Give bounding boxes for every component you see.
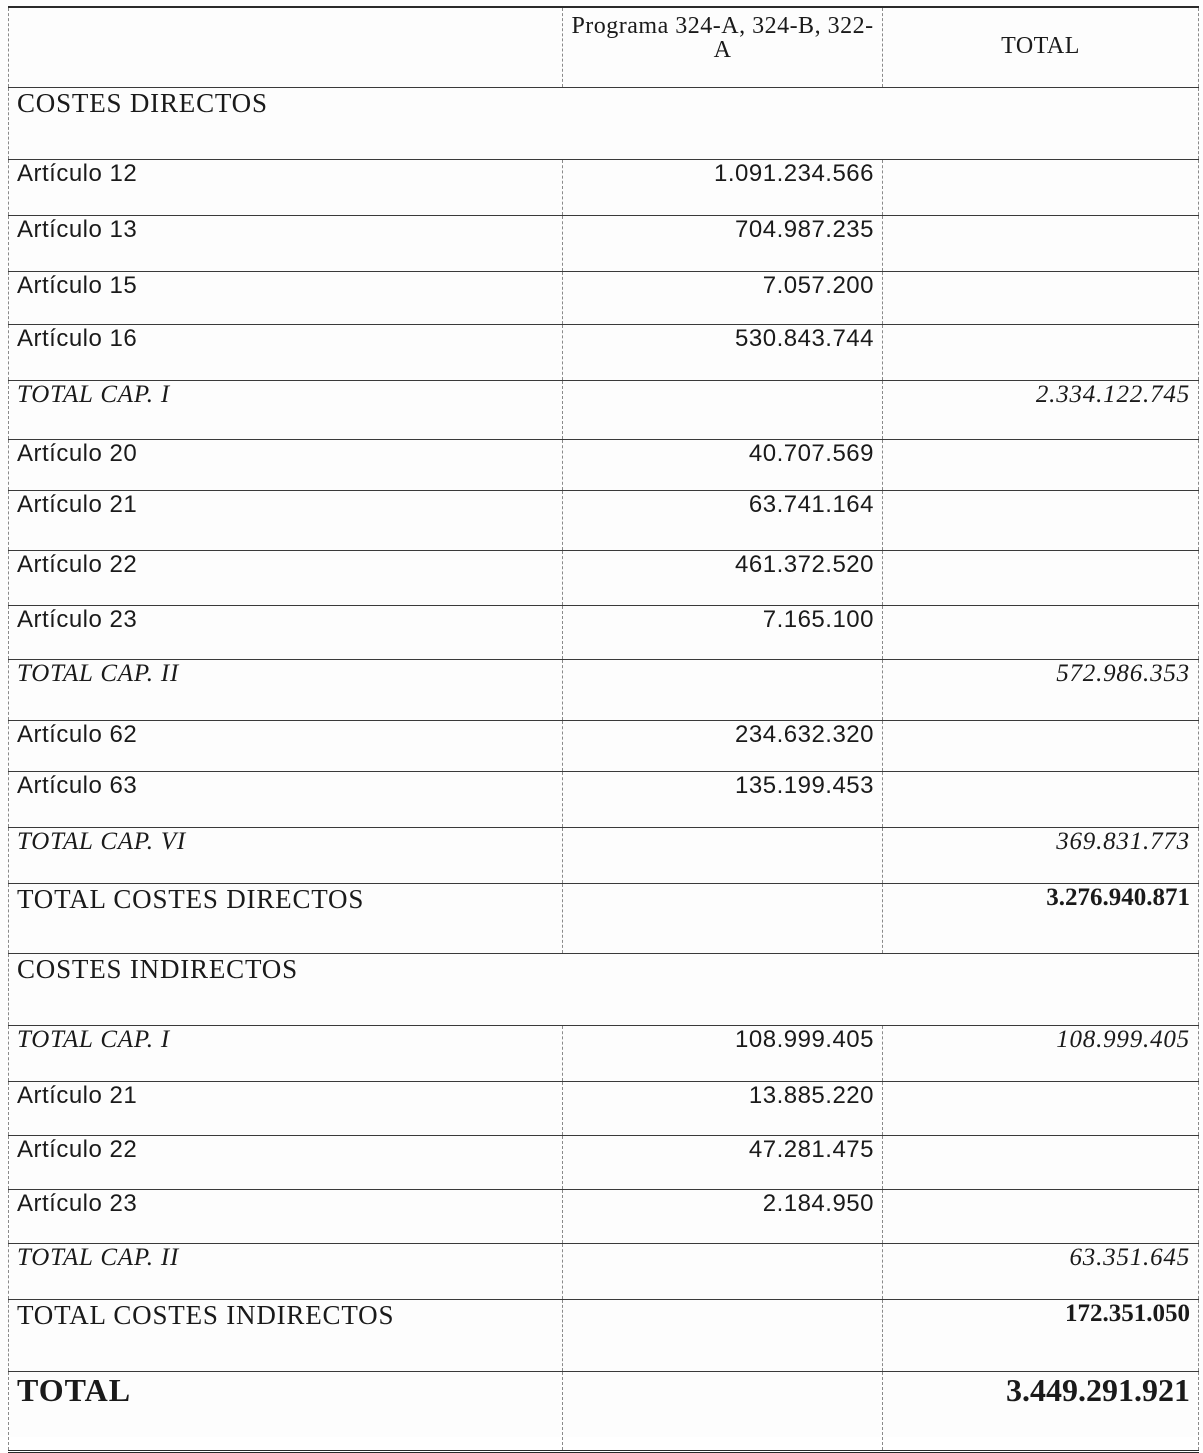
subtotal-label: TOTAL CAP. II — [9, 1243, 563, 1299]
row-program-value: 63.741.164 — [563, 490, 883, 550]
row-total-value — [883, 1081, 1199, 1135]
table-row — [9, 720, 1199, 771]
subtotal-program-value — [563, 1243, 883, 1299]
subtotal-row — [9, 1243, 1199, 1299]
subtotal-total-value: 63.351.645 — [883, 1243, 1199, 1299]
total-indirect-value: 172.351.050 — [883, 1299, 1199, 1371]
row-total-value — [883, 1135, 1199, 1189]
row-total-value — [883, 771, 1199, 827]
total-direct-program-value — [563, 883, 883, 953]
row-label: Artículo 23 — [9, 1189, 563, 1243]
row-label: Artículo 21 — [9, 490, 563, 550]
table-row — [9, 490, 1199, 550]
row-program-value: 704.987.235 — [563, 215, 883, 271]
subtotal-program-value — [563, 659, 883, 720]
cost-table — [8, 6, 1199, 1453]
total-direct-label: TOTAL COSTES DIRECTOS — [9, 883, 563, 953]
subtotal-row — [9, 380, 1199, 439]
table-row — [9, 771, 1199, 827]
subtotal-program-value — [563, 380, 883, 439]
subtotal-row — [9, 1025, 1199, 1081]
table-row — [9, 439, 1199, 490]
row-total-value — [883, 605, 1199, 659]
row-total-value — [883, 1189, 1199, 1243]
total-direct-value: 3.276.940.871 — [883, 883, 1199, 953]
total-direct-row — [9, 883, 1199, 953]
subtotal-row — [9, 659, 1199, 720]
row-label: Artículo 22 — [9, 1135, 563, 1189]
header-total-cell: TOTAL — [883, 7, 1199, 87]
table-row — [9, 159, 1199, 215]
row-program-value: 2.184.950 — [563, 1189, 883, 1243]
grand-total-label: TOTAL — [9, 1371, 563, 1451]
table-row — [9, 271, 1199, 324]
subtotal-program-value — [563, 827, 883, 883]
row-total-value — [883, 720, 1199, 771]
header-program-cell: Programa 324-A, 324-B, 322-A — [563, 7, 883, 87]
table-row — [9, 1135, 1199, 1189]
row-label: Artículo 13 — [9, 215, 563, 271]
row-program-value: 234.632.320 — [563, 720, 883, 771]
total-indirect-program-value — [563, 1299, 883, 1371]
row-label: Artículo 63 — [9, 771, 563, 827]
subtotal-row — [9, 827, 1199, 883]
row-program-value: 461.372.520 — [563, 550, 883, 605]
row-total-value — [883, 159, 1199, 215]
grand-total-program-value — [563, 1371, 883, 1451]
section-title-indirect: COSTES INDIRECTOS — [9, 953, 1199, 1025]
header-row — [9, 7, 1199, 87]
row-program-value: 7.057.200 — [563, 271, 883, 324]
table-row — [9, 1189, 1199, 1243]
table-row — [9, 605, 1199, 659]
row-program-value: 7.165.100 — [563, 605, 883, 659]
subtotal-total-value: 572.986.353 — [883, 659, 1199, 720]
row-label: Artículo 21 — [9, 1081, 563, 1135]
row-label: Artículo 12 — [9, 159, 563, 215]
row-program-value: 47.281.475 — [563, 1135, 883, 1189]
row-label: Artículo 15 — [9, 271, 563, 324]
row-program-value: 40.707.569 — [563, 439, 883, 490]
subtotal-label: TOTAL CAP. I — [9, 380, 563, 439]
row-total-value — [883, 490, 1199, 550]
row-program-value: 530.843.744 — [563, 324, 883, 380]
subtotal-label: TOTAL CAP. II — [9, 659, 563, 720]
table-row — [9, 215, 1199, 271]
table-row — [9, 550, 1199, 605]
subtotal-program-value: 108.999.405 — [563, 1025, 883, 1081]
row-label: Artículo 16 — [9, 324, 563, 380]
row-total-value — [883, 439, 1199, 490]
section-row-direct — [9, 87, 1199, 159]
row-total-value — [883, 215, 1199, 271]
subtotal-label: TOTAL CAP. VI — [9, 827, 563, 883]
row-label: Artículo 23 — [9, 605, 563, 659]
table-row — [9, 324, 1199, 380]
row-program-value: 135.199.453 — [563, 771, 883, 827]
grand-total-row — [9, 1371, 1199, 1451]
row-label: Artículo 20 — [9, 439, 563, 490]
table-row — [9, 1081, 1199, 1135]
row-total-value — [883, 271, 1199, 324]
subtotal-total-value: 108.999.405 — [883, 1025, 1199, 1081]
section-title-direct: COSTES DIRECTOS — [9, 87, 1199, 159]
subtotal-total-value: 369.831.773 — [883, 827, 1199, 883]
subtotal-label: TOTAL CAP. I — [9, 1025, 563, 1081]
header-label-cell — [9, 7, 563, 87]
total-indirect-label: TOTAL COSTES INDIRECTOS — [9, 1299, 563, 1371]
row-total-value — [883, 324, 1199, 380]
row-program-value: 1.091.234.566 — [563, 159, 883, 215]
row-label: Artículo 62 — [9, 720, 563, 771]
subtotal-total-value: 2.334.122.745 — [883, 380, 1199, 439]
total-indirect-row — [9, 1299, 1199, 1371]
section-row-indirect — [9, 953, 1199, 1025]
row-label: Artículo 22 — [9, 550, 563, 605]
grand-total-value: 3.449.291.921 — [883, 1371, 1199, 1451]
row-program-value: 13.885.220 — [563, 1081, 883, 1135]
row-total-value — [883, 550, 1199, 605]
